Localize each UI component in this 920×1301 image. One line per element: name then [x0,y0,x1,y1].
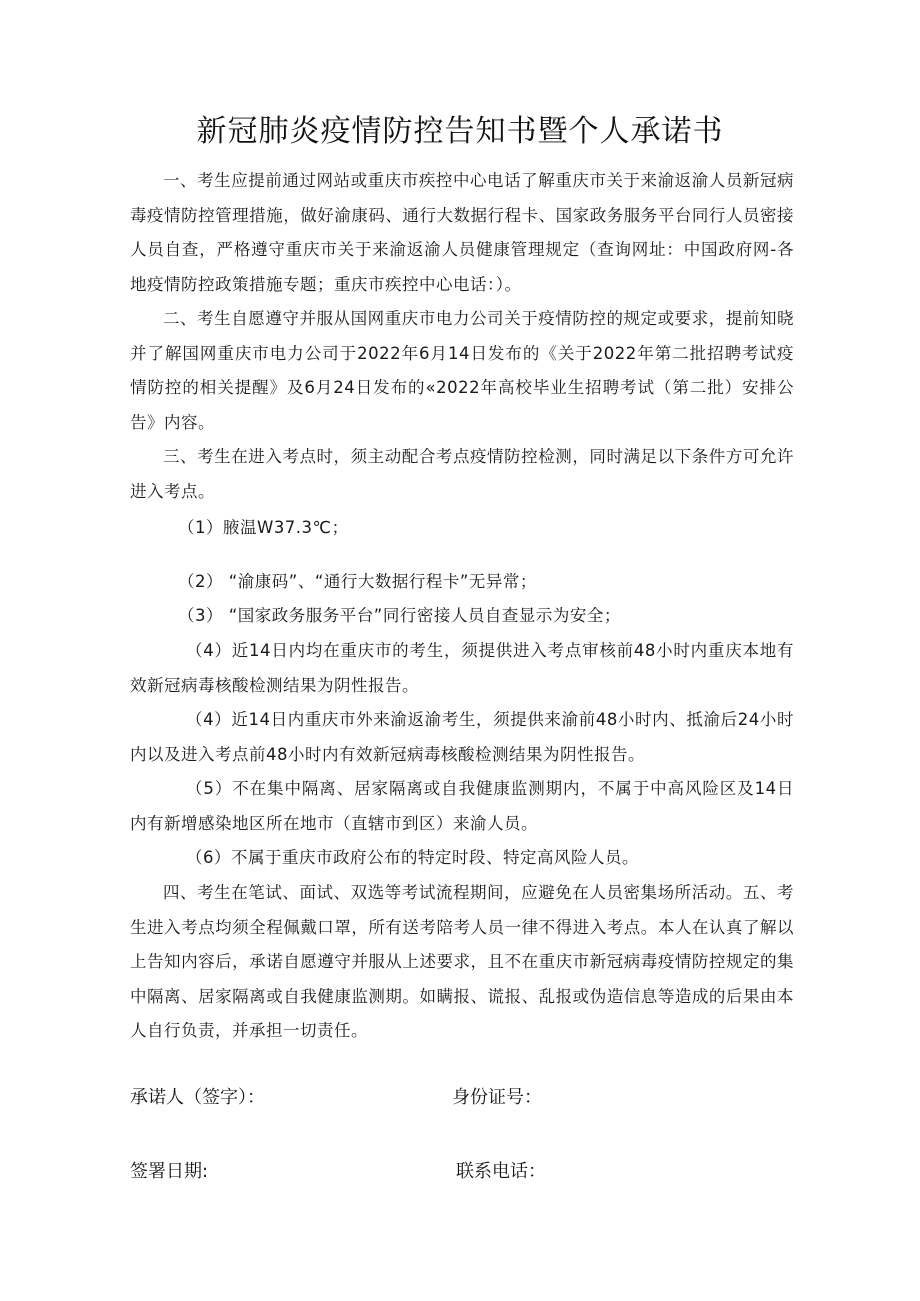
phone-label: 联系电话： [456,1161,546,1182]
document-title: 新冠肺炎疫情防控告知书暨个人承诺书 [196,114,724,149]
paragraph-3: 三、考生在进入考点时，须主动配合考点疫情防控检测，同时满足以下条件方可允许进入考点。 [130,447,794,501]
condition-2: （2） “渝康码”、“通行大数据行程卡”无异常； [178,572,537,591]
condition-3: （3） “国家政务服务平台”同行密接人员自查显示为安全； [178,606,621,625]
signer-label: 承诺人（签字）： [130,1087,265,1108]
condition-1: （1）腋温W37.3℃； [178,518,349,537]
condition-6: （6）不属于重庆市政府公布的特定时段、特定高风险人员。 [186,848,639,867]
paragraph-2: 二、考生自愿遵守并服从国网重庆市电力公司关于疫情防控的规定或要求，提前知晓并了解国网重庆市电力公司于2022年6月14日发布的《关于2022年第二批招聘考试疫情防控的相关提醒》及6月24日发布的«2022年高校毕业生招聘考试（第二批）安排公告》内容。 [130,309,794,432]
condition-4a: （4）近14日内均在重庆市的考生，须提供进入考点审核前48小时内重庆本地有效新冠病毒核酸检测结果为阴性报告。 [130,641,794,695]
condition-4b: （4）近14日内重庆市外来渝返渝考生，须提供来渝前48小时内、抵渝后24小时内以及进入考点前48小时内有效新冠病毒核酸检测结果为阴性报告。 [130,710,794,764]
condition-5: （5）不在集中隔离、居家隔离或自我健康监测期内，不属于中高风险区及14日内有新增感染地区所在地市（直辖市到区）来渝人员。 [130,779,794,833]
paragraph-4: 四、考生在笔试、面试、双选等考试流程期间，应避免在人员密集场所活动。五、考生进入考点均须全程佩戴口罩，所有送考陪考人员一律不得进入考点。本人在认真了解以上告知内容后，承诺自愿遵守并服从上述要求，且不在重庆市新冠病毒疫情防控规定的集中隔离、居家隔离或自我健康监测期。如瞒报、谎报、乱报或伪造信息等造成的后果由本人自行负责，并承担一切责任。 [130,883,794,1040]
paragraph-1: 一、考生应提前通过网站或重庆市疾控中心电话了解重庆市关于来渝返渝人员新冠病毒疫情防控管理措施，做好渝康码、通行大数据行程卡、国家政务服务平台同行人员密接人员自查，严格遵守重庆市关于来渝返渝人员健康管理规定（查询网址：中国政府网-各地疫情防控政策措施专题；重庆市疾控中心电话：）。 [130,171,794,294]
sign-date-label: 签署日期: [130,1161,209,1182]
id-number-label: 身份证号： [452,1087,542,1108]
